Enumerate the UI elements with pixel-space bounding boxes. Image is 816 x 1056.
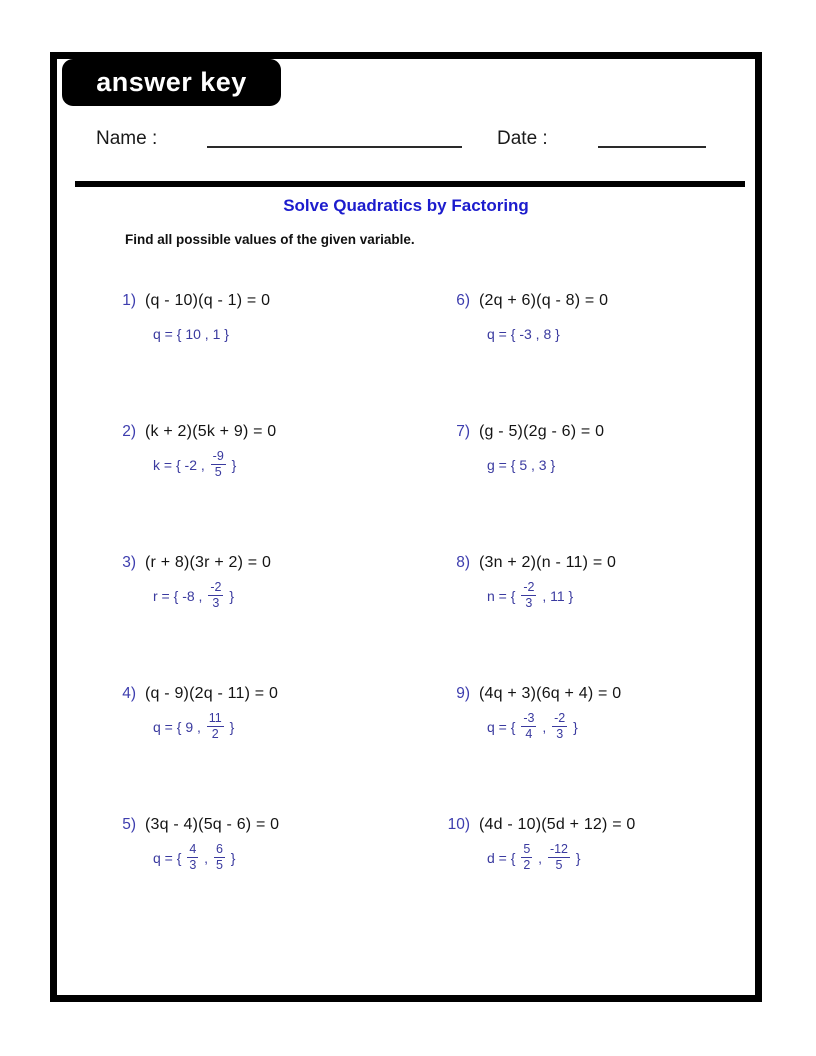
problem-answer: n = { $\frac{-2}{3}$ , 11 }: [487, 580, 574, 610]
worksheet-title: Solve Quadratics by Factoring: [283, 196, 529, 215]
problem-equation: (q - 10)(q - 1) = 0: [145, 292, 271, 309]
problem-item: [106, 421, 436, 481]
problem-equation-line: [440, 552, 770, 574]
problem-equation: (2q + 6)(q - 8) = 0: [479, 292, 609, 309]
date-label: Date :: [497, 128, 548, 149]
problem-item: [106, 814, 436, 874]
problem-answer: d = { $\frac{5}{2}$ , $\frac{-12}{5}$ }: [487, 842, 581, 872]
answer-fraction: $\frac{-2}{3}$: [554, 711, 566, 741]
problem-answer: g = { 5 , 3 }: [487, 457, 556, 473]
problem-equation: (r + 8)(3r + 2) = 0: [145, 554, 272, 571]
problem-number: 6): [456, 292, 470, 309]
problem-answer: q = { $\frac{4}{3}$ , $\frac{6}{5}$ }: [153, 842, 236, 872]
name-blank-line: [207, 124, 462, 148]
problem-equation: (4d - 10)(5d + 12) = 0: [479, 816, 636, 833]
header-divider-rule: [75, 181, 745, 187]
problem-number: 1): [122, 292, 136, 309]
answer-fraction: $\frac{-9}{5}$: [212, 449, 224, 479]
problem-answer: q = { 10 , 1 }: [153, 326, 229, 342]
answer-fraction: $\frac{-2}{3}$: [210, 580, 222, 610]
problem-equation-line: [106, 290, 436, 312]
name-label: Name :: [96, 128, 158, 149]
answer-fraction: $\frac{-12}{5}$: [549, 842, 569, 872]
answer-key-badge-label: answer key: [96, 67, 247, 97]
problem-answer: q = { 9 , $\frac{11}{2}$ }: [153, 711, 235, 741]
problem-equation-line: [106, 552, 436, 574]
problem-item: [440, 290, 770, 347]
problem-item: [440, 421, 770, 478]
problem-equation: (3n + 2)(n - 11) = 0: [479, 554, 617, 571]
problem-item: [106, 683, 436, 743]
problem-item: [440, 552, 770, 612]
problem-equation: (4q + 3)(6q + 4) = 0: [479, 685, 622, 702]
problem-item: [440, 683, 770, 743]
answer-fraction: $\frac{-3}{4}$: [523, 711, 535, 741]
problem-number: 2): [122, 423, 136, 440]
problem-equation-line: [440, 683, 770, 705]
problem-equation: (q - 9)(2q - 11) = 0: [145, 685, 279, 702]
problem-number: 9): [456, 685, 470, 702]
answer-fraction: $\frac{5}{2}$: [523, 842, 531, 872]
problem-answer: q = { $\frac{-3}{4}$ , $\frac{-2}{3}$ }: [487, 711, 578, 741]
problem-equation-line: [106, 683, 436, 705]
problem-number: 10): [447, 816, 470, 833]
problem-equation-line: [440, 814, 770, 836]
problem-equation: (k + 2)(5k + 9) = 0: [145, 423, 277, 440]
problem-number: 8): [456, 554, 470, 571]
problem-equation-line: [106, 421, 436, 443]
problem-item: [106, 290, 436, 347]
date-blank-line: [598, 124, 706, 148]
problem-equation: (3q - 4)(5q - 6) = 0: [145, 816, 280, 833]
problem-equation-line: [440, 290, 770, 312]
problem-item: [106, 552, 436, 612]
problem-answer: q = { -3 , 8 }: [487, 326, 560, 342]
problem-item: [440, 814, 770, 874]
problem-answer: k = { -2 , $\frac{-9}{5}$ }: [153, 449, 237, 479]
answer-fraction: $\frac{-2}{3}$: [523, 580, 535, 610]
problem-equation-line: [440, 421, 770, 443]
problem-number: 5): [122, 816, 136, 833]
worksheet-instruction: Find all possible values of the given variable.: [125, 232, 415, 247]
problem-number: 4): [122, 685, 136, 702]
problem-number: 3): [122, 554, 136, 571]
answer-fraction: $\frac{11}{2}$: [208, 711, 222, 741]
problem-number: 7): [456, 423, 470, 440]
answer-fraction: $\frac{4}{3}$: [189, 842, 197, 872]
problem-answer: r = { -8 , $\frac{-2}{3}$ }: [153, 580, 235, 610]
problem-equation: (g - 5)(2g - 6) = 0: [479, 423, 605, 440]
answer-fraction: $\frac{6}{5}$: [215, 842, 223, 872]
answer-key-badge: [62, 59, 281, 106]
problem-equation-line: [106, 814, 436, 836]
